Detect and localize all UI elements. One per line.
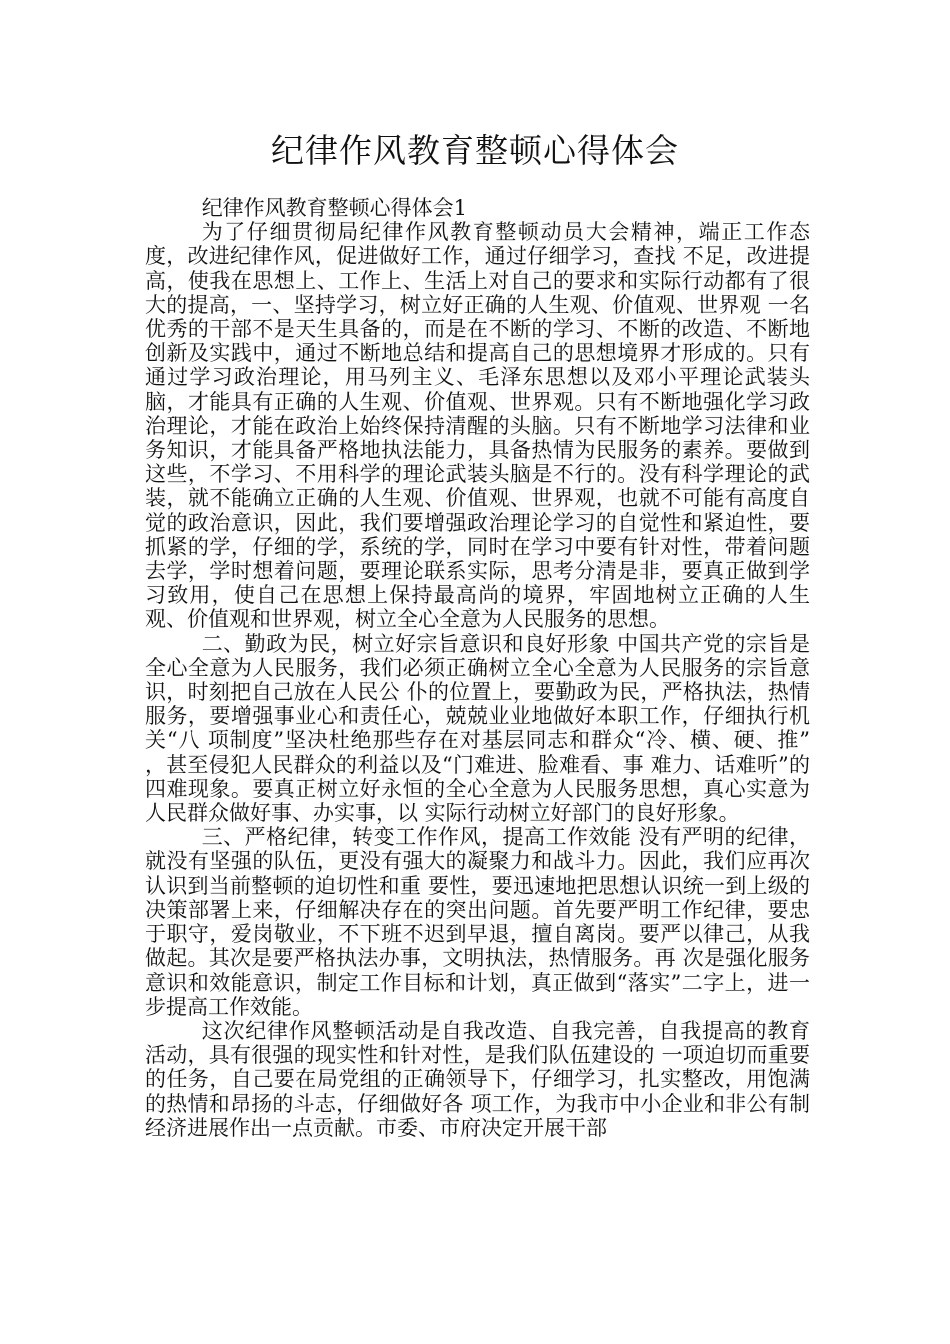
paragraph-2: 二、勤政为民，树立好宗旨意识和良好形象 中国共产党的宗旨是全心全意为人民服务，我们必须正确树立全心全意为人民服务的宗旨意识，时刻把自己放在人民公 仆的位置上，要勤政为民，严格执法，热情服务，要增强事业心和责任心，兢兢业业地做好本职工作，仔细执行机关“八 项制度”坚决杜绝那些存在对基层同志和群众“冷、横、硬、推” ，甚至侵犯人民群众的利益以及“门难进、脸难看、事 难力、话难听”的四难现象。要真正树立好永恒的全心全意为人民服务思想，真心实意为人民群众做好事、办实事，以 实际行动树立好部门的良好形象。 — [145, 631, 810, 826]
document-title: 纪律作风教育整顿心得体会 — [271, 131, 679, 170]
document-body — [145, 196, 810, 1140]
section-heading: 纪律作风教育整顿心得体会1 — [201, 196, 468, 220]
paragraph-4: 这次纪律作风整顿活动是自我改造、自我完善，自我提高的教育活动，具有很强的现实性和针对性，是我们队伍建设的 一项迫切而重要的任务，自己要在局党组的正确领导下，仔细学习，扎实整改，用饱满的热情和昂扬的斗志，仔细做好各 项工作，为我市中小企业和非公有制经济进展作出一点贡献。市委、市府决定开展干部 — [145, 1018, 810, 1140]
paragraph-3: 三、严格纪律，转变工作作风，提高工作效能 没有严明的纪律，就没有坚强的队伍，更没有强大的凝聚力和战斗力。因此，我们应再次认识到当前整顿的迫切性和重 要性，要迅速地把思想认识统一到上级的决策部署上来，仔细解决存在的突出问题。首先要严明工作纪律，要忠于职守，爱岗敬业，不下班不迟到早退，擅自离岗。要严以律己，从我做起。其次是要严格执法办事，文明执法，热情服务。再 次是强化服务意识和效能意识，制定工作目标和计划，真正做到“落实”二字上，进一步提高工作效能。 — [145, 825, 810, 1019]
paragraph-1: 为了仔细贯彻局纪律作风教育整顿动员大会精神，端正工作态度，改进纪律作风，促进做好工作，通过仔细学习，查找 不足，改进提高，使我在思想上、工作上、生活上对自己的要求和实际行动都有了很大的提高，一、坚持学习，树立好正确的人生观、价值观、世界观 一名优秀的干部不是天生具备的，而是在不断的学习、不断的改造、不断地创新及实践中，通过不断地总结和提高自己的思想境界才形成的。只有通过学习政治理论，用马列主义、毛泽东思想以及邓小平理论武装头脑，才能具有正确的人生观、价值观、世界观。只有不断地强化学习政治理论，才能在政治上始终保持清醒的头脑。只有不断地学习法律和业务知识，才能具备严格地执法能力，具备热情为民服务的素养。要做到这些，不学习、不用科学的理论武装头脑是不行的。没有科学理论的武装，就不能确立正确的人生观、价值观、世界观，也就不可能有高度自觉的政治意识，因此，我们要增强政治理论学习的自觉性和紧迫性，要抓紧的学，仔细的学，系统的学，同时在学习中要有针对性，带着问题去学，学时想着问题，要理论联系实际，思考分清是非，要真正做到学习致用，使自己在思想上保持最高尚的境界，牢固地树立正确的人生观、价值观和世界观，树立全心全意为人民服务的思想。 — [145, 220, 810, 632]
